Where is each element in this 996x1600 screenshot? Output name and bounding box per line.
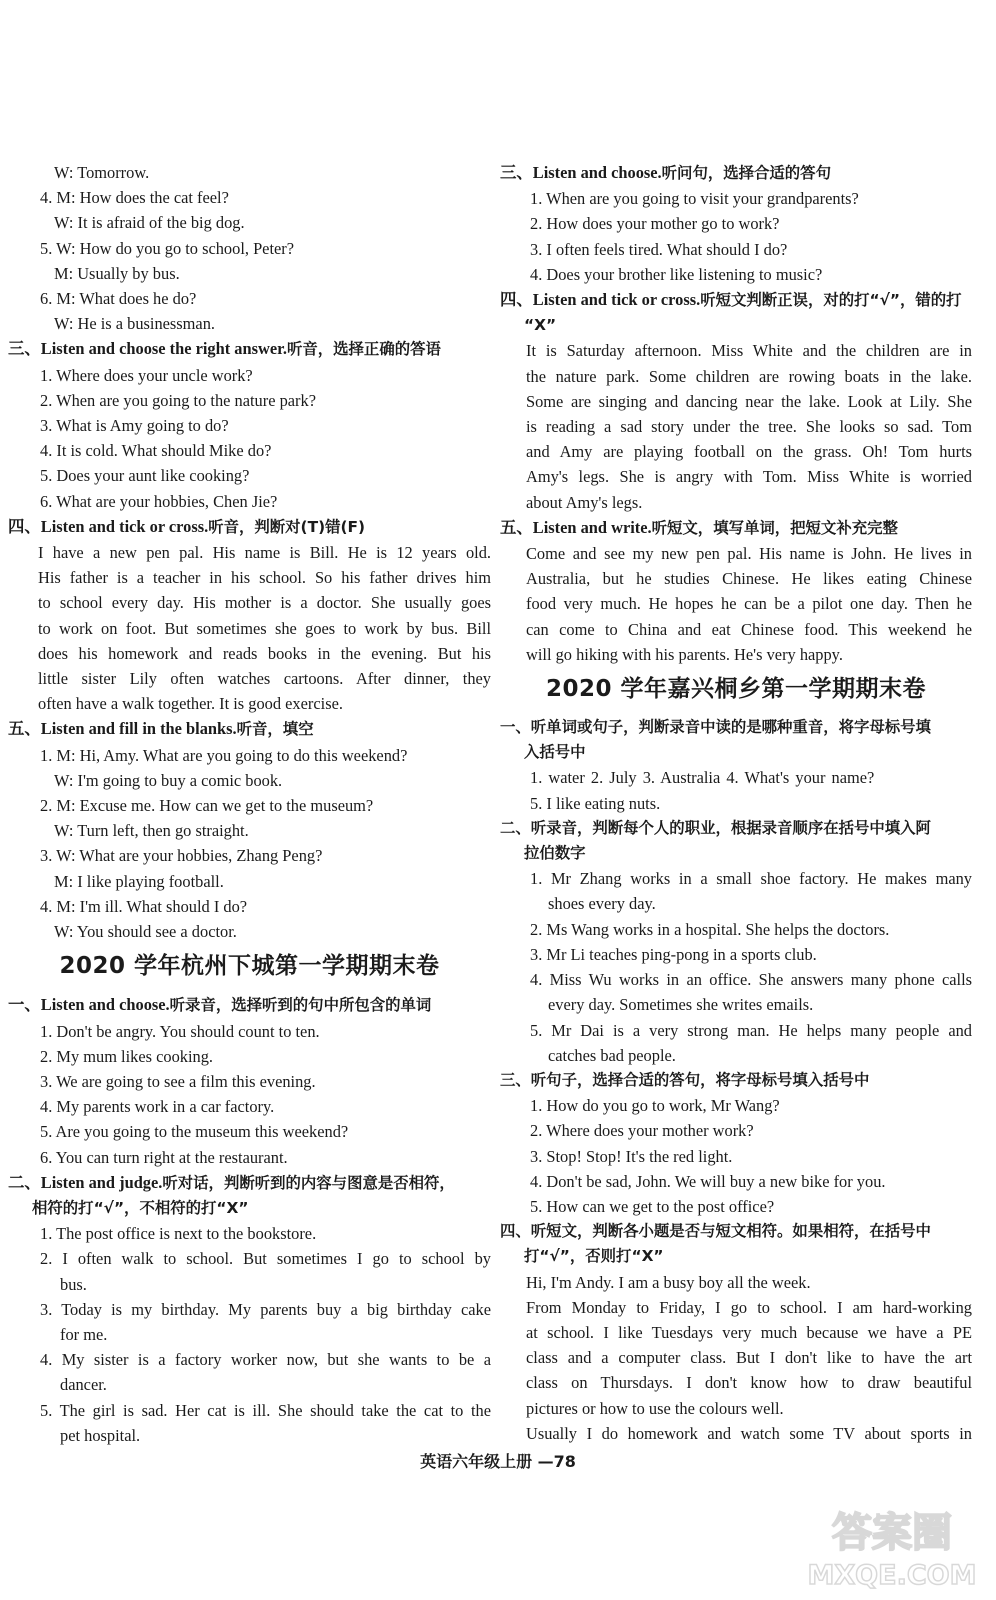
list-item: 5. The girl is sad. Her cat is ill. She should take the cat to the	[40, 1400, 491, 1420]
dialogue-line: W: You should see a doctor.	[54, 922, 237, 942]
heading-cn: 听音，判断对(T)错(F)	[208, 517, 366, 536]
passage-line: is reading a sad story under the tree. She looks so sad. Tom	[526, 417, 972, 437]
section-heading-cont: “X”	[524, 316, 557, 335]
passage-line: will go hiking with his parents. He's very happy.	[526, 644, 843, 664]
passage-line: Australia, but he studies Chinese. He likes eating Chinese	[526, 569, 972, 589]
section-heading-cont: 入括号中	[524, 743, 586, 762]
dialogue-line: 3. W: What are your hobbies, Zhang Peng?	[40, 846, 323, 866]
passage-line: Come and see my new pen pal. His name is John. He lives in	[526, 544, 972, 564]
list-item: 2. Where does your mother work?	[530, 1121, 754, 1141]
list-item-cont: every day. Sometimes she writes emails.	[548, 995, 814, 1015]
watermark-logo	[800, 1498, 980, 1594]
list-item: 2. When are you going to the nature park?	[40, 390, 316, 410]
heading-cn: 听录音，选择听到的句中所包含的单词	[169, 996, 432, 1015]
dialogue-line: W: Tomorrow.	[54, 163, 150, 182]
dialogue-line: 1. M: Hi, Amy. What are you going to do this weekend?	[40, 745, 408, 765]
list-item: 1. How do you go to work, Mr Wang?	[530, 1096, 780, 1116]
heading-en: 五、Listen and write.	[500, 517, 652, 537]
heading-en: 五、Listen and fill in the blanks.	[8, 719, 237, 739]
heading-en: 四、Listen and tick or cross.	[8, 516, 209, 536]
dialogue-line: W: It is afraid of the big dog.	[54, 213, 245, 233]
heading-en: 二、Listen and judge.	[8, 1172, 163, 1192]
passage-line: pictures or how to use the colours well.	[526, 1398, 784, 1418]
passage-line: the nature park. Some children are rowing boats in the lake.	[526, 366, 972, 386]
list-item: 5. I like eating nuts.	[530, 793, 661, 813]
list-item: 4. Don't be sad, John. We will buy a new bike for you.	[530, 1171, 886, 1191]
passage-line: I have a new pen pal. His name is Bill. He is 12 years old.	[38, 543, 491, 563]
dialogue-line: 2. M: Excuse me. How can we get to the museum?	[40, 796, 374, 816]
passage-line: can come to China and eat Chinese food. This weekend he	[526, 619, 972, 639]
section-heading	[500, 287, 972, 313]
list-item: 2. My mum likes cooking.	[40, 1046, 214, 1066]
heading-cn: 听问句，选择合适的答句	[661, 164, 831, 182]
passage-line: From Monday to Friday, I go to school. I am hard-working	[526, 1297, 972, 1317]
list-item: 5. Does your aunt like cooking?	[40, 466, 250, 486]
heading-cn: 听短文判断正误，对的打“√”，错的打	[700, 291, 962, 310]
list-item-cont: for me.	[60, 1324, 108, 1344]
page-footer: 英语六年级上册 —78	[420, 1452, 576, 1471]
list-item: 6. You can turn right at the restaurant.	[40, 1147, 288, 1167]
passage-line: class on Thursdays. I don't know how to draw beautiful	[526, 1373, 972, 1393]
list-item-cont: shoes every day.	[548, 894, 656, 914]
passage-line: often have a walk together. It is good exercise.	[38, 694, 343, 714]
list-item-cont: pet hospital.	[60, 1425, 141, 1445]
watermark-text-en: MXQE.COM	[807, 1560, 977, 1591]
section-heading	[8, 514, 491, 540]
passage-line: Amy's legs. She is angry with Tom. Miss White is worried	[526, 467, 972, 487]
list-item: 2. I often walk to school. But sometimes I go to school by	[40, 1249, 491, 1269]
list-item-cont: dancer.	[60, 1375, 107, 1395]
heading-cn: 听音，填空	[236, 720, 314, 739]
dialogue-line: M: I like playing football.	[54, 871, 224, 891]
section-heading-cont: 相符的打“√”，不相符的打“X”	[32, 1198, 249, 1217]
heading-en: 一、Listen and choose.	[8, 995, 170, 1015]
heading-cn: 听短文，填写单词，把短文补充完整	[651, 518, 898, 537]
dialogue-line: 6. M: What does he do?	[40, 289, 197, 309]
watermark-text-cn: 答案圈	[832, 1510, 952, 1556]
passage-line: and Amy are playing football on the grass. Oh! Tom hurts	[526, 442, 972, 462]
section-heading-cont: 拉伯数字	[524, 844, 586, 863]
dialogue-line: 4. M: How does the cat feel?	[40, 188, 229, 208]
passage-line: to school every day. His mother is a doctor. She usually goes	[38, 593, 491, 613]
section-heading: 二、听录音，判断每个人的职业，根据录音顺序在括号中填入阿	[500, 818, 931, 837]
exam-title: 2020 学年杭州下城第一学期期末卷	[59, 953, 440, 980]
left-column	[8, 160, 491, 1448]
heading-en: 三、Listen and choose the right answer.	[8, 339, 287, 359]
section-heading	[8, 992, 491, 1018]
passage-line: It is Saturday afternoon. Miss White and the children are in	[526, 341, 972, 361]
list-item: 1. Mr Zhang works in a small shoe factory. He makes many	[530, 869, 972, 889]
list-item: 4. It is cold. What should Mike do?	[40, 441, 272, 461]
list-item: 4. My parents work in a car factory.	[40, 1097, 275, 1117]
heading-cn: 听音，选择正确的答语	[286, 340, 441, 359]
list-item: 3. Mr Li teaches ping-pong in a sports club.	[530, 944, 817, 964]
list-item: 1. Where does your uncle work?	[40, 365, 253, 385]
heading-en: 三、Listen and choose.	[500, 163, 662, 182]
exam-title: 2020 学年嘉兴桐乡第一学期期末卷	[545, 676, 927, 703]
passage-line: Usually I do homework and watch some TV about sports in	[526, 1423, 972, 1443]
list-item: 3. Stop! Stop! It's the red light.	[530, 1146, 733, 1166]
heading-cn: 听对话，判断听到的内容与图意是否相符，	[162, 1173, 455, 1192]
dialogue-line: W: I'm going to buy a comic book.	[54, 770, 283, 790]
list-item: 2. How does your mother go to work?	[530, 214, 780, 234]
passage-line: Hi, I'm Andy. I am a busy boy all the week.	[526, 1272, 811, 1292]
dialogue-line: W: Turn left, then go straight.	[54, 821, 249, 841]
section-heading: 四、听短文，判断各小题是否与短文相符。如果相符，在括号中	[500, 1222, 931, 1241]
passage-line: at school. I like Tuesdays very much because we have a PE	[526, 1322, 972, 1342]
section-heading: 一、听单词或句子，判断录音中读的是哪种重音，将字母标号填	[500, 718, 931, 737]
passage-line: to work on foot. But sometimes she goes to work by bus. Bill	[38, 618, 491, 638]
list-item: 3. What is Amy going to do?	[40, 416, 229, 436]
list-item: 4. Miss Wu works in an office. She answers many phone calls	[530, 970, 972, 990]
dialogue-line: 4. M: I'm ill. What should I do?	[40, 896, 248, 916]
list-item: 4. Does your brother like listening to music?	[530, 264, 823, 284]
passage-line: Some are singing and dancing near the lake. Look at Lily. She	[526, 391, 972, 411]
passage-line: does his homework and reads books in the evening. But his	[38, 643, 491, 663]
list-item: 4. My sister is a factory worker now, but she wants to be a	[40, 1350, 491, 1370]
list-item: 3. We are going to see a film this evening.	[40, 1071, 316, 1091]
list-item: 5. Mr Dai is a very strong man. He helps many people and	[530, 1020, 972, 1040]
passage-line: His father is a teacher in his school. So his father drives him	[38, 568, 491, 588]
list-item: 6. What are your hobbies, Chen Jie?	[40, 491, 278, 511]
dialogue-line: 5. W: How do you go to school, Peter?	[40, 238, 295, 258]
list-item: 1. The post office is next to the bookstore.	[40, 1224, 317, 1244]
section-heading-cont: 打“√”，否则打“X”	[524, 1247, 664, 1266]
list-item-cont: catches bad people.	[548, 1045, 676, 1065]
list-item-cont: bus.	[60, 1274, 87, 1294]
section-heading	[500, 160, 972, 186]
heading-en: 四、Listen and tick or cross.	[500, 290, 701, 310]
passage-line: about Amy's legs.	[526, 492, 643, 512]
list-item: 3. I often feels tired. What should I do?	[530, 239, 788, 259]
list-item: 5. How can we get to the post office?	[530, 1196, 775, 1216]
section-heading	[500, 515, 972, 541]
section-heading	[8, 716, 491, 742]
list-item: 2. Ms Wang works in a hospital. She helps the doctors.	[530, 919, 890, 939]
passage-line: little sister Lily often watches cartoons. After dinner, they	[38, 669, 491, 689]
list-item: 5. Are you going to the museum this weekend?	[40, 1122, 349, 1142]
list-item: 3. Today is my birthday. My parents buy a big birthday cake	[40, 1299, 491, 1319]
right-column	[500, 160, 972, 1446]
section-heading	[8, 336, 491, 362]
dialogue-line: M: Usually by bus.	[54, 263, 180, 283]
list-item: 1. water 2. July 3. Australia 4. What's your name?	[530, 768, 875, 788]
dialogue-line: W: He is a businessman.	[54, 314, 215, 334]
section-heading: 三、听句子，选择合适的答句，将字母标号填入括号中	[500, 1070, 870, 1089]
list-item: 1. Don't be angry. You should count to ten.	[40, 1021, 320, 1041]
list-item: 1. When are you going to visit your grandparents?	[530, 189, 859, 209]
section-heading	[8, 1170, 491, 1196]
passage-line: class and a computer class. But I don't like to have the art	[526, 1348, 972, 1368]
passage-line: food very much. He hopes he can be a pilot one day. Then he	[526, 594, 972, 614]
